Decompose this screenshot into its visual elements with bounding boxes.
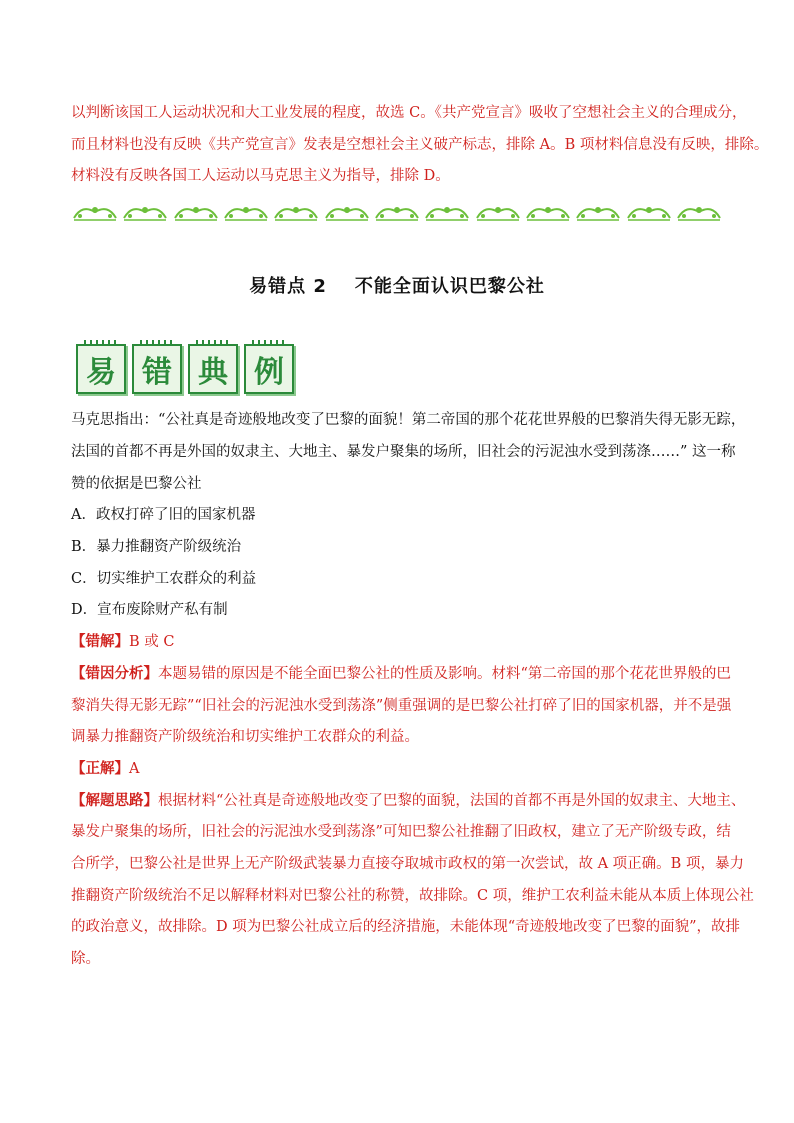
flourish-icon [424,202,470,222]
wrong-answer-text: B 或 C [129,634,175,650]
example-badges [76,344,294,394]
badge-cuo: 错 [132,344,182,394]
flourish-icon [223,202,269,222]
option-b: B．暴力推翻资产阶级统治 [71,539,242,555]
error-analysis-line-3: 调暴力推翻资产阶级统治和切实维护工农群众的利益。 [71,729,419,745]
badge-li: 例 [244,344,294,394]
correct-answer-text: A [129,761,140,777]
error-analysis-line-2: 黎消失得无影无踪”“旧社会的污泥浊水受到荡涤”侧重强调的是巴黎公社打碎了旧的国家机器，并不是强 [71,698,732,714]
option-d: D．宣布废除财产私有制 [71,602,228,618]
error-analysis-text-1: 本题易错的原因是不能全面巴黎公社的性质及影响。材料“第二帝国的那个花花世界般的巴 [158,666,731,682]
flourish-icon [273,202,319,222]
flourish-icon [676,202,722,222]
flourish-icon [475,202,521,222]
option-a: A．政权打碎了旧的国家机器 [71,507,256,523]
error-analysis-tag: 【错因分析】 [71,665,158,682]
correct-answer [71,759,139,779]
flourish-icon [122,202,168,222]
ornamental-divider [72,200,722,224]
flourish-icon [173,202,219,222]
error-analysis-line-1 [71,664,731,684]
flourish-icon [324,202,370,222]
section-title: 不能全面认识巴黎公社 [354,276,545,297]
solution-line-3: 合所学，巴黎公社是世界上无产阶级武装暴力直接夺取城市政权的第一次尝试，故 A 项正确。B 项，暴力 [71,856,744,872]
badge-yi: 易 [76,344,126,394]
solution-line-2: 暴发户聚集的场所，旧社会的污泥浊水受到荡涤”可知巴黎公社推翻了旧政权，建立了无产阶级专政，结 [71,824,731,840]
option-c: C．切实维护工农群众的利益 [71,571,257,587]
section-label: 易错点 2 [249,276,327,297]
flourish-icon [374,202,420,222]
question-line-2: 法国的首都不再是外国的奴隶主、大地主、暴发户聚集的场所，旧社会的污泥浊水受到荡涤……” 这一称 [71,444,736,460]
wrong-answer-tag: 【错解】 [71,633,129,650]
flourish-icon [626,202,672,222]
solution-line-6: 除。 [71,951,100,967]
solution-tag: 【解题思路】 [71,792,158,809]
intro-line-3: 材料没有反映各国工人运动以马克思主义为指导，排除 D。 [71,168,450,184]
flourish-icon [525,202,571,222]
section-heading [0,272,794,298]
solution-line-1 [71,791,745,811]
question-line-3: 赞的依据是巴黎公社 [71,476,202,492]
wrong-answer [71,632,174,652]
question-line-1: 马克思指出：“公社真是奇迹般地改变了巴黎的面貌！第二帝国的那个花花世界般的巴黎消失得无影无踪， [71,412,746,428]
flourish-icon [72,202,118,222]
flourish-icon [575,202,621,222]
correct-answer-tag: 【正解】 [71,760,129,777]
solution-text-1: 根据材料“公社真是奇迹般地改变了巴黎的面貌，法国的首都不再是外国的奴隶主、大地主、 [158,793,746,809]
intro-line-1: 以判断该国工人运动状况和大工业发展的程度，故选 C。《共产党宣言》吸收了空想社会主义的合理成分， [71,105,747,121]
solution-line-4: 推翻资产阶级统治不足以解释材料对巴黎公社的称赞，故排除。C 项，维护工农利益未能从本质上体现公社 [71,888,754,904]
intro-line-2: 而且材料也没有反映《共产党宣言》发表是空想社会主义破产标志，排除 A。B 项材料信息没有反映，排除。 [71,137,769,153]
badge-dian: 典 [188,344,238,394]
solution-line-5: 的政治意义，故排除。D 项为巴黎公社成立后的经济措施，未能体现“奇迹般地改变了巴黎的面貌”，故排 [71,919,741,935]
